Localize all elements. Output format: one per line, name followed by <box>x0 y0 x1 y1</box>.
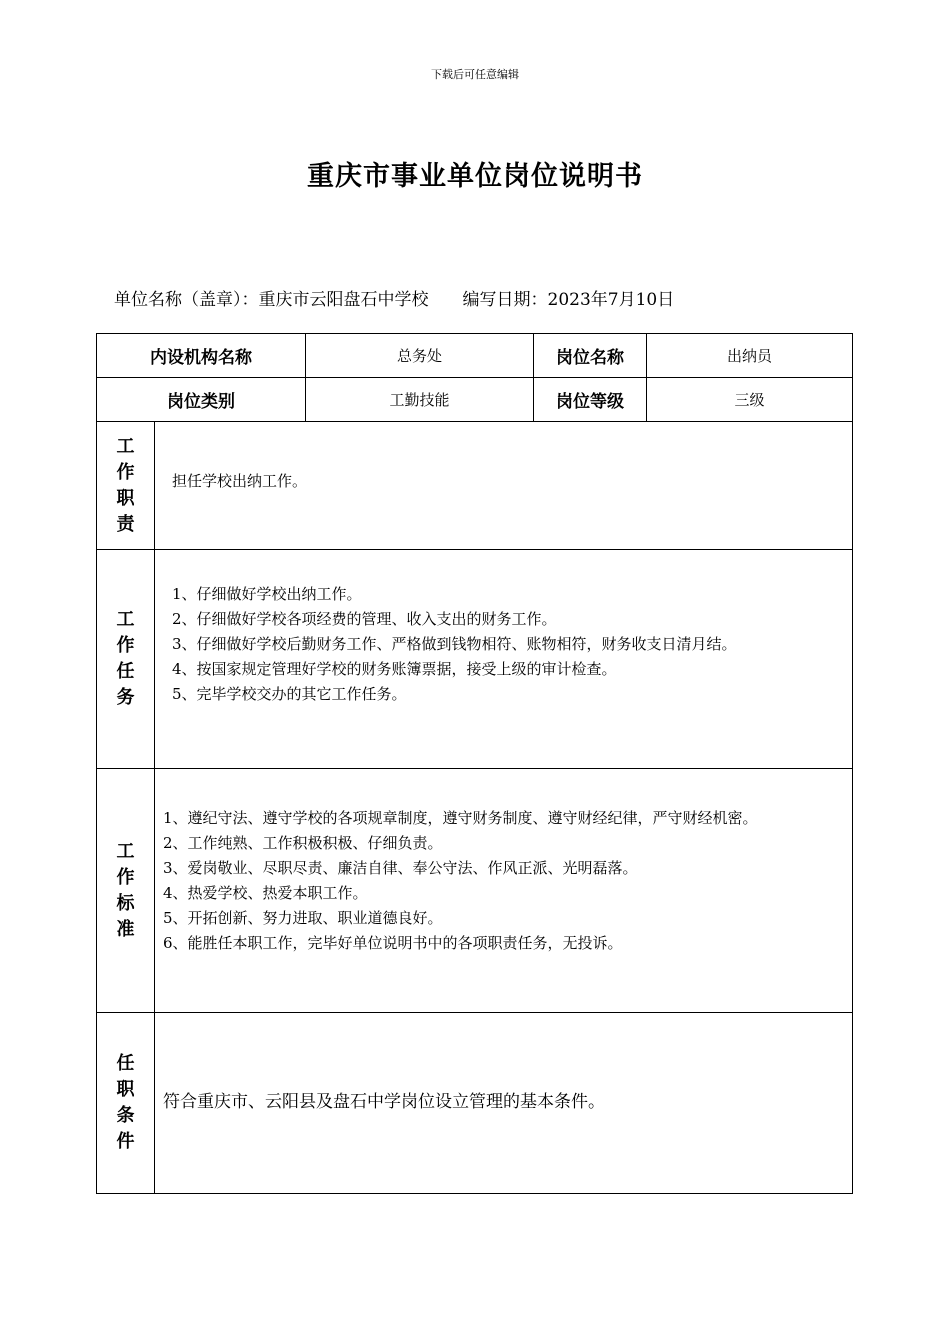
table-row <box>97 334 853 378</box>
post-type-label: 岗位类别 <box>97 378 306 422</box>
dept-value: 总务处 <box>306 334 534 378</box>
post-name-label: 岗位名称 <box>534 334 647 378</box>
requirements-content: 符合重庆市、云阳县及盘石中学岗位设立管理的基本条件。 <box>155 1013 853 1194</box>
list-item: 2、仔细做好学校各项经费的管理、收入支出的财务工作。 <box>172 609 557 628</box>
post-name-value: 出纳员 <box>647 334 853 378</box>
tasks-label: 工 作 任 务 <box>97 550 155 769</box>
requirements-label: 任 职 条 件 <box>97 1013 155 1194</box>
list-item: 1、遵纪守法、遵守学校的各项规章制度，遵守财务制度、遵守财经纪律，严守财经机密。 <box>163 808 758 827</box>
table-row <box>97 422 853 550</box>
standards-label: 工 作 标 准 <box>97 769 155 1013</box>
duty-content: 担任学校出纳工作。 <box>155 422 853 550</box>
list-item: 2、工作纯熟、工作积极积极、仔细负责。 <box>163 833 443 852</box>
list-item: 3、爱岗敬业、尽职尽责、廉洁自律、奉公守法、作风正派、光明磊落。 <box>163 858 638 877</box>
table-row <box>97 378 853 422</box>
table-row <box>97 1013 853 1194</box>
list-item: 5、开拓创新、努力进取、职业道德良好。 <box>163 908 443 927</box>
duty-label: 工 作 职 责 <box>97 422 155 550</box>
meta-line <box>114 285 674 310</box>
job-description-table <box>96 333 853 1194</box>
tasks-content <box>155 550 853 769</box>
table-row <box>97 769 853 1013</box>
table-row <box>97 550 853 769</box>
list-item: 6、能胜任本职工作，完毕好单位说明书中的各项职责任务，无投诉。 <box>163 933 623 952</box>
list-item: 4、按国家规定管理好学校的财务账簿票据，接受上级的审计检查。 <box>172 659 617 678</box>
standards-content <box>155 769 853 1013</box>
header-note: 下载后可任意编辑 <box>431 68 519 81</box>
compile-date: 编写日期：2023年7月10日 <box>462 290 675 310</box>
unit-name: 单位名称（盖章）：重庆市云阳盘石中学校 <box>114 290 429 310</box>
page-title: 重庆市事业单位岗位说明书 <box>307 161 643 192</box>
list-item: 1、仔细做好学校出纳工作。 <box>172 584 362 603</box>
list-item: 3、仔细做好学校后勤财务工作、严格做到钱物相符、账物相符，财务收支日清月结。 <box>172 634 737 653</box>
post-level-value: 三级 <box>647 378 853 422</box>
post-level-label: 岗位等级 <box>534 378 647 422</box>
list-item: 5、完毕学校交办的其它工作任务。 <box>172 684 407 703</box>
post-type-value: 工勤技能 <box>306 378 534 422</box>
list-item: 4、热爱学校、热爱本职工作。 <box>163 883 368 902</box>
dept-label: 内设机构名称 <box>97 334 306 378</box>
